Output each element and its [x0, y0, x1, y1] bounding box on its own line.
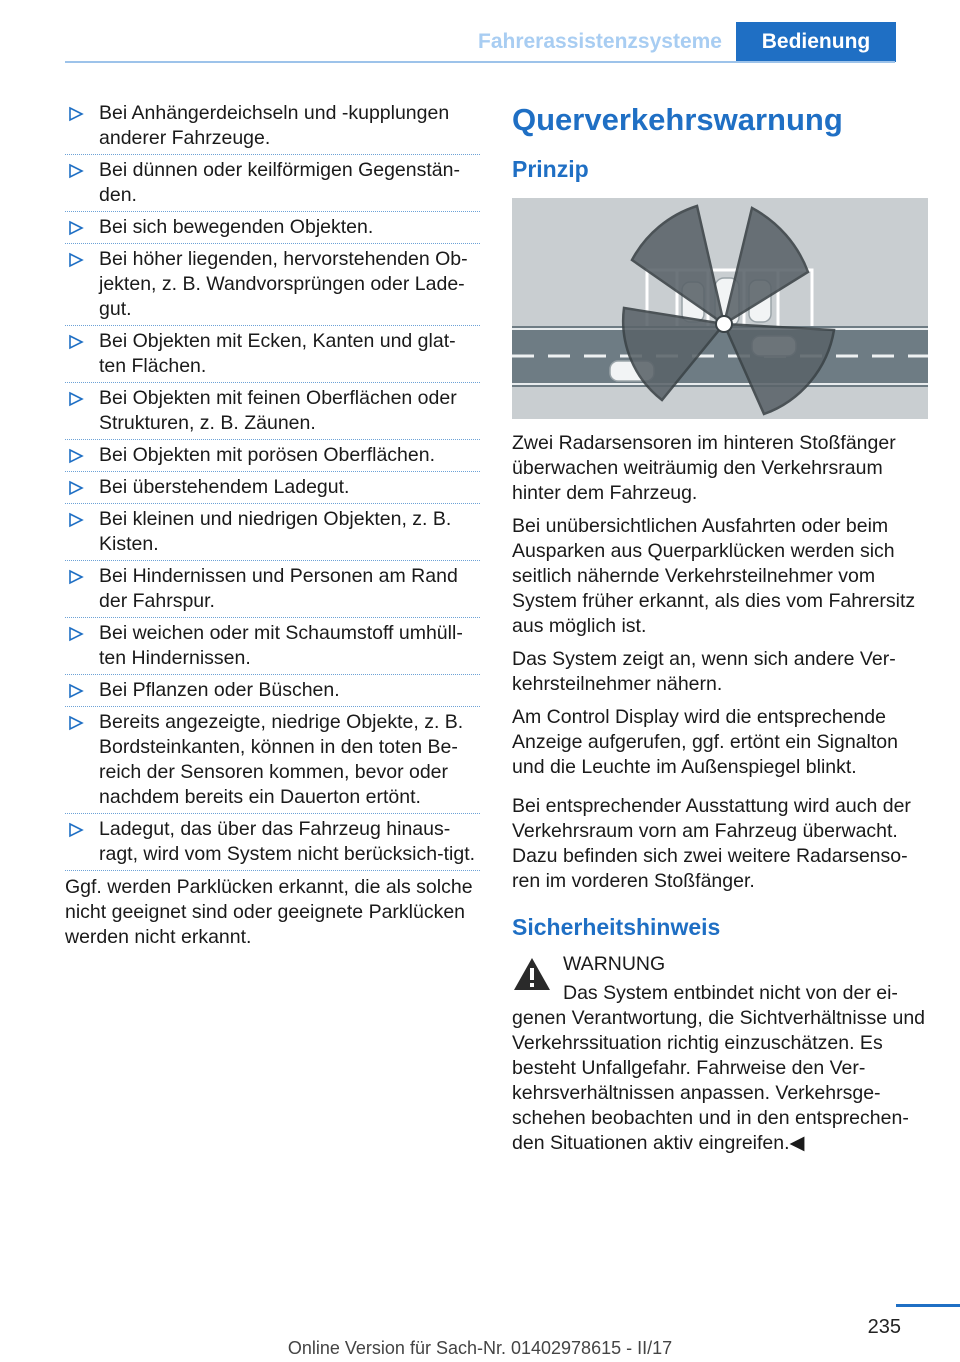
footer-online-version: Online Version für Sach-Nr. 01402978615 - II/17	[287, 1338, 673, 1358]
closing-paragraph: Ggf. werden Parklücken erkannt, die als solche nicht geeignet sind oder geeignete Parklücken werden nicht erkannt.	[65, 876, 473, 948]
triangle-bullet-icon	[68, 512, 84, 528]
list-item	[65, 621, 480, 671]
paragraph-system-indicates: Das System zeigt an, wenn sich andere Ver-kehrsteilnehmer nähern.	[512, 648, 896, 695]
list-item	[65, 678, 480, 703]
header-divider	[65, 61, 895, 63]
page-number: 235	[867, 1316, 901, 1338]
safety-heading: Sicherheitshinweis	[512, 914, 721, 940]
list-item	[65, 443, 480, 468]
bullet-text: Bei Objekten mit Ecken, Kanten und glat-ten Flächen.	[99, 330, 456, 377]
warning-title: WARNUNG	[563, 953, 666, 975]
footer-divider	[896, 1304, 960, 1307]
list-item	[65, 158, 480, 208]
bullet-text: Bei überstehendem Ladegut.	[99, 476, 350, 498]
triangle-bullet-icon	[68, 252, 84, 268]
list-item	[65, 507, 480, 557]
list-item	[65, 475, 480, 500]
triangle-bullet-icon	[68, 106, 84, 122]
triangle-bullet-icon	[68, 822, 84, 838]
paragraph-control-display: Am Control Display wird die entsprechende Anzeige aufgerufen, ggf. ertönt ein Signalton und die Leuchte im Außenspiegel blinkt.	[512, 706, 898, 778]
bullet-text: Bei Objekten mit porösen Oberflächen.	[99, 444, 436, 466]
bullet-text: Bereits angezeigte, niedrige Objekte, z. B. Bordsteinkanten, können in den toten Be-reich der Sensoren kommen, bevor oder nachdem bereits ein Dauerton ertönt.	[99, 711, 464, 808]
list-item	[65, 386, 480, 436]
bullet-text: Bei Hindernissen und Personen am Rand der Fahrspur.	[99, 565, 458, 612]
list-item	[65, 564, 480, 614]
bullet-text: Ladegut, das über das Fahrzeug hinaus-ragt, wird vom System nicht berücksich-tigt.	[99, 818, 476, 865]
list-item	[65, 817, 480, 867]
header-section-title: Fahrerassistenzsysteme	[478, 30, 722, 53]
triangle-bullet-icon	[68, 391, 84, 407]
section-title: Querverkehrswarnung	[512, 102, 843, 137]
triangle-bullet-icon	[68, 626, 84, 642]
triangle-bullet-icon	[68, 163, 84, 179]
warning-icon	[512, 956, 552, 992]
triangle-bullet-icon	[68, 683, 84, 699]
bullet-text: Bei Objekten mit feinen Oberflächen oder Strukturen, z. B. Zäunen.	[99, 387, 457, 434]
warning-text: Das System entbindet nicht von der ei-genen Verantwortung, die Sichtverhältnisse und Verkehrssituation richtig einzuschätzen. Es besteht Unfallgefahr. Fahrweise den Ver-kehrsverhältnissen anpassen. Verkehrsge-schehen beobachten und in den entsprechen-den Situationen aktiv eingreifen.◀	[512, 982, 926, 1154]
header-chapter-tab: Bedienung	[736, 22, 896, 62]
bullet-text: Bei sich bewegenden Objekten.	[99, 216, 374, 238]
list-item	[65, 710, 480, 810]
bullet-text: Bei weichen oder mit Schaumstoff umhüll-ten Hindernissen.	[99, 622, 463, 669]
list-item	[65, 101, 480, 151]
paragraph-exits: Bei unübersichtlichen Ausfahrten oder beim Ausparken aus Querparklücken werden sich seitlich nähernde Verkehrsteilnehmer vom System früher erkannt, als dies vom Fahrersitz aus möglich ist.	[512, 515, 916, 637]
triangle-bullet-icon	[68, 715, 84, 731]
triangle-bullet-icon	[68, 569, 84, 585]
left-column	[65, 101, 480, 950]
triangle-bullet-icon	[68, 220, 84, 236]
list-item	[65, 215, 480, 240]
triangle-bullet-icon	[68, 448, 84, 464]
triangle-bullet-icon	[68, 480, 84, 496]
principle-heading: Prinzip	[512, 156, 589, 182]
warning-block	[512, 952, 928, 1156]
bullet-text: Bei dünnen oder keilförmigen Gegenstän-den.	[99, 159, 460, 206]
paragraph-front-monitoring: Bei entsprechender Ausstattung wird auch der Verkehrsraum vorn am Fahrzeug überwacht. Dazu befinden sich zwei weitere Radarsenso-ren im vorderen Stoßfänger.	[512, 795, 911, 892]
paragraph-radar-sensors: Zwei Radarsensoren im hinteren Stoßfänger überwachen weiträumig den Verkehrsraum hinter dem Fahrzeug.	[512, 432, 896, 504]
right-column	[512, 100, 928, 1156]
bullet-text: Bei Anhängerdeichseln und -kupplungen anderer Fahrzeuge.	[99, 102, 450, 149]
triangle-bullet-icon	[68, 334, 84, 350]
bullet-text: Bei Pflanzen oder Büschen.	[99, 679, 340, 701]
list-item	[65, 247, 480, 322]
bullet-list	[65, 101, 480, 867]
bullet-text: Bei kleinen und niedrigen Objekten, z. B. Kisten.	[99, 508, 452, 555]
list-item	[65, 329, 480, 379]
bullet-text: Bei höher liegenden, hervorstehenden Ob-jekten, z. B. Wandvorsprüngen oder Lade-gut.	[99, 248, 468, 320]
cross-traffic-radar-illustration	[512, 198, 928, 419]
